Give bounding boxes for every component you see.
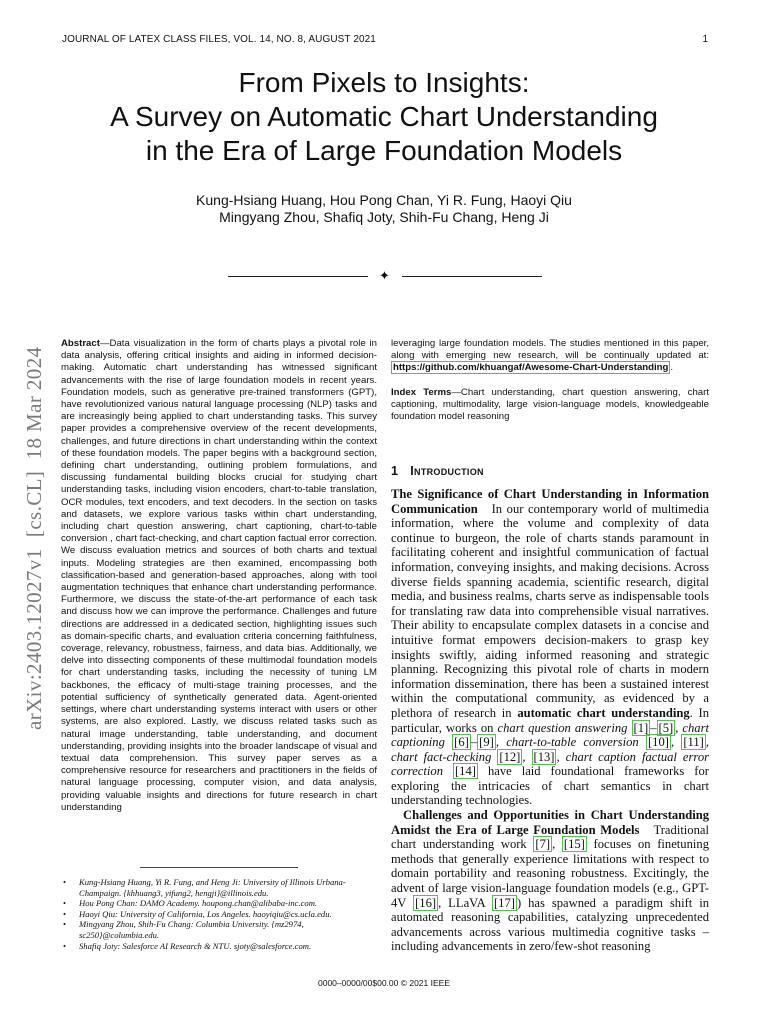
paragraph-lead: The Significance of Chart Understanding in Information Communication [391, 487, 709, 516]
title-divider [228, 266, 542, 286]
index-terms-text: —Chart understanding, chart question answering, chart captioning, multimodality, large vision-language models, knowledgeable foundation model reasoning [391, 386, 709, 423]
separator: , [675, 720, 683, 735]
copyright-notice: 0000–0000/00$00.00 © 2021 IEEE [318, 978, 450, 988]
authors-line-2: Mingyang Zhou, Shafiq Joty, Shih-Fu Chang, Heng Ji [219, 209, 549, 225]
intro-paragraph-1 [391, 487, 709, 808]
link-period: . [670, 362, 674, 374]
footnote-item: • Mingyang Zhou, Shih-Fu Chang: Columbia University. {mz2974, sc250}@columbia.edu. [61, 919, 377, 940]
index-terms [391, 387, 709, 424]
title-line-3: in the Era of Large Foundation Models [145, 135, 623, 166]
citation-link[interactable]: [15] [563, 837, 585, 852]
separator: , [556, 749, 566, 764]
running-header: JOURNAL OF LATEX CLASS FILES, VOL. 14, NO. 8, AUGUST 2021 [62, 34, 376, 45]
left-column [61, 338, 377, 814]
citation-link[interactable]: [1] [633, 720, 649, 735]
paragraph-text: focuses on finetuning methods that generally experience limitations with respect to domain portability and reasoning robustness. Excitingly, the advent of large vision-language foundation models (e.g., GPT-4V [391, 837, 709, 910]
arxiv-category: [cs.CL] [21, 470, 46, 538]
footnote-item: • Shafiq Joty: Salesforce AI Research & NTU. sjoty@salesforce.com. [61, 941, 377, 952]
divider-line-right [402, 276, 542, 277]
abstract-label: Abstract [61, 338, 100, 349]
citation-link[interactable]: [9] [479, 735, 494, 750]
task-term: chart-to-table conversion [506, 735, 639, 750]
title-line-2: A Survey on Automatic Chart Understanding [110, 101, 658, 132]
introduction-body [391, 487, 709, 954]
range-dash: – [650, 720, 657, 735]
paragraph-text: . In particular, works on [391, 705, 709, 735]
paragraph-text: have laid foundational frameworks for exploring the intricacies of chart semantics in chart understanding technologies. [391, 764, 709, 808]
github-repo-link[interactable]: https://github.com/khuangaf/Awesome-Chart-Understanding [393, 362, 669, 374]
right-column [391, 338, 709, 423]
title-line-1: From Pixels to Insights: [238, 67, 530, 98]
page-number: 1 [702, 34, 708, 45]
separator: , [495, 735, 507, 750]
abstract-continuation [391, 338, 709, 375]
citation-link[interactable]: [5] [658, 720, 674, 735]
citation-link[interactable]: [17] [493, 895, 515, 910]
citation-link[interactable]: [6] [454, 735, 469, 750]
footnote-item: • Kung-Hsiang Huang, Yi R. Fung, and Heng Ji: University of Illinois Urbana-Champaign. {khhuang3, yifung2, hengji}@illinois.edu. [61, 877, 377, 898]
abstract-text: —Data visualization in the form of charts plays a pivotal role in data analysis, offering critical insights and aiding in informed decision-making. Automatic chart understanding has witnessed significant advancements with the rise of large foundation models in recent years. Foundation models, such as generative pre-trained transformers (GPT), have revolutionized various natural language processing (NLP) tasks and are increasingly being applied to chart understanding tasks. This survey paper provides a comprehensive overview of the recent developments, challenges, and future directions in chart understanding within the context of these foundation models. The paper begins with a background section, defining chart understanding, outlining problem formulations, and discussing fundamental building blocks crucial for studying chart understanding tasks, including vision encoders, chart-to-table translation, OCR modules, text encoders, and text decoders. In the section on tasks and datasets, we explore various tasks within chart understanding, including chart question answering, chart captioning, chart-to-table conversion , chart fact-checking, and chart caption factual error correction. We discuss evaluation metrics and sources of both charts and textual inputs. Modeling strategies are then examined, encompassing both classification-based and generation-based approaches, along with tool augmentation techniques that enhance chart understanding performance. Furthermore, we discuss the state-of-the-art performance of each task and discuss how we can improve the performance. Challenges and future directions are addressed in a dedicated section, highlighting issues such as domain-specific charts, and evaluation criteria concerning faithfulness, coverage, relevancy, robustness, fairness, and data bias. Additionally, we delve into dissecting components of these multimodal foundation models for chart understanding tasks, including the necessity of tuning LM backbones, the efficacy of multi-stage training processes, and the potential sufficiency of synthetically generated data. Agent-oriented settings, where chart understanding systems interact with users or other systems, are also explored. Lastly, we discuss related tasks such as natural image understanding, table understanding, and document understanding, providing insights into the broader landscape of visual and textual data comprehension. This survey paper serves as a comprehensive resource for researchers and practitioners in the fields of natural language processing, computer vision, and data analysis, providing valuable insights and directions for future research in chart understanding [61, 338, 377, 813]
citation-link[interactable]: [14] [454, 764, 476, 779]
separator: , [522, 749, 532, 764]
index-terms-label: Index Terms [391, 386, 452, 398]
author-footnotes [61, 877, 377, 951]
abstract [61, 338, 377, 814]
bold-term: automatic chart understanding [517, 705, 690, 720]
paragraph-text: Traditional chart understanding work [391, 822, 709, 852]
task-term: chart captioning [391, 720, 710, 750]
section-title: Introduction [410, 464, 484, 478]
footnote-item: • Haoyi Qiu: University of California, Los Angeles. haoyiqiu@cs.ucla.edu. [61, 909, 377, 920]
authors-line-1: Kung-Hsiang Huang, Hou Pong Chan, Yi R. Fung, Haoyi Qiu [196, 192, 572, 208]
arxiv-stamp [22, 270, 46, 730]
task-term: chart question answering [497, 720, 628, 735]
separator: , [552, 837, 562, 852]
intro-paragraph-2 [391, 808, 709, 954]
range-dash: – [470, 735, 478, 750]
citation-link[interactable]: [13] [533, 749, 555, 764]
separator: , [670, 735, 682, 750]
citation-link[interactable]: [10] [647, 735, 669, 750]
paragraph-text: , LLaVA [438, 895, 492, 910]
abstract-continuation-text: leveraging large foundation models. The studies mentioned in this paper, along with emerging new research, will be continually updated at: [391, 338, 709, 362]
citation-link[interactable]: [11] [683, 735, 704, 750]
footnote-item: • Hou Pong Chan: DAMO Academy. houpong.chan@alibaba-inc.com. [61, 898, 377, 909]
section-number: 1 [391, 464, 399, 478]
paragraph-lead: Challenges and Opportunities in Chart Understanding Amidst the Era of Large Foundation Models [391, 808, 709, 837]
paragraph-text: ) has spawned a paradigm shift in automated reasoning capabilities, catalyzing unprecedented advancements across various multimedia cognitive tasks – including advancements in zero/few-shot reasoning [391, 895, 710, 954]
citation-link[interactable]: [16] [415, 895, 437, 910]
task-term: chart fact-checking [391, 749, 492, 764]
arxiv-id: arXiv:2403.12027v1 [21, 548, 46, 730]
paper-title [0, 66, 768, 168]
paragraph-text: In our contemporary world of multimedia information, where the volume and complexity of data continue to burgeon, the role of charts stands paramount in facilitating coherent and insightful communication of factual information, conveying insights, and making decisions. Across diverse fields spanning academia, scientific research, digital media, and business realms, charts serve as indispensable tools for translating raw data into comprehensible visual narratives. Their ability to encapsulate complex datasets in a concise and intuitive format empowers decision-makers to grasp key insights swiftly, aiding informed reasoning and strategic planning. Recognizing this pivotal role of charts in modern information dissemination, there has been a sustained interest within the computational community, as evidenced by a plethora of research in [391, 501, 709, 720]
citation-link[interactable]: [7] [535, 837, 551, 852]
separator: , [705, 735, 710, 750]
section-heading-introduction [391, 464, 484, 478]
divider-star-icon: ✦ [379, 268, 390, 283]
author-list [0, 192, 768, 226]
footnote-rule [140, 867, 298, 868]
arxiv-date: 18 Mar 2024 [21, 346, 46, 460]
citation-link[interactable]: [12] [499, 749, 521, 764]
divider-line-left [228, 276, 368, 277]
task-term: chart caption factual error correction [391, 749, 710, 779]
